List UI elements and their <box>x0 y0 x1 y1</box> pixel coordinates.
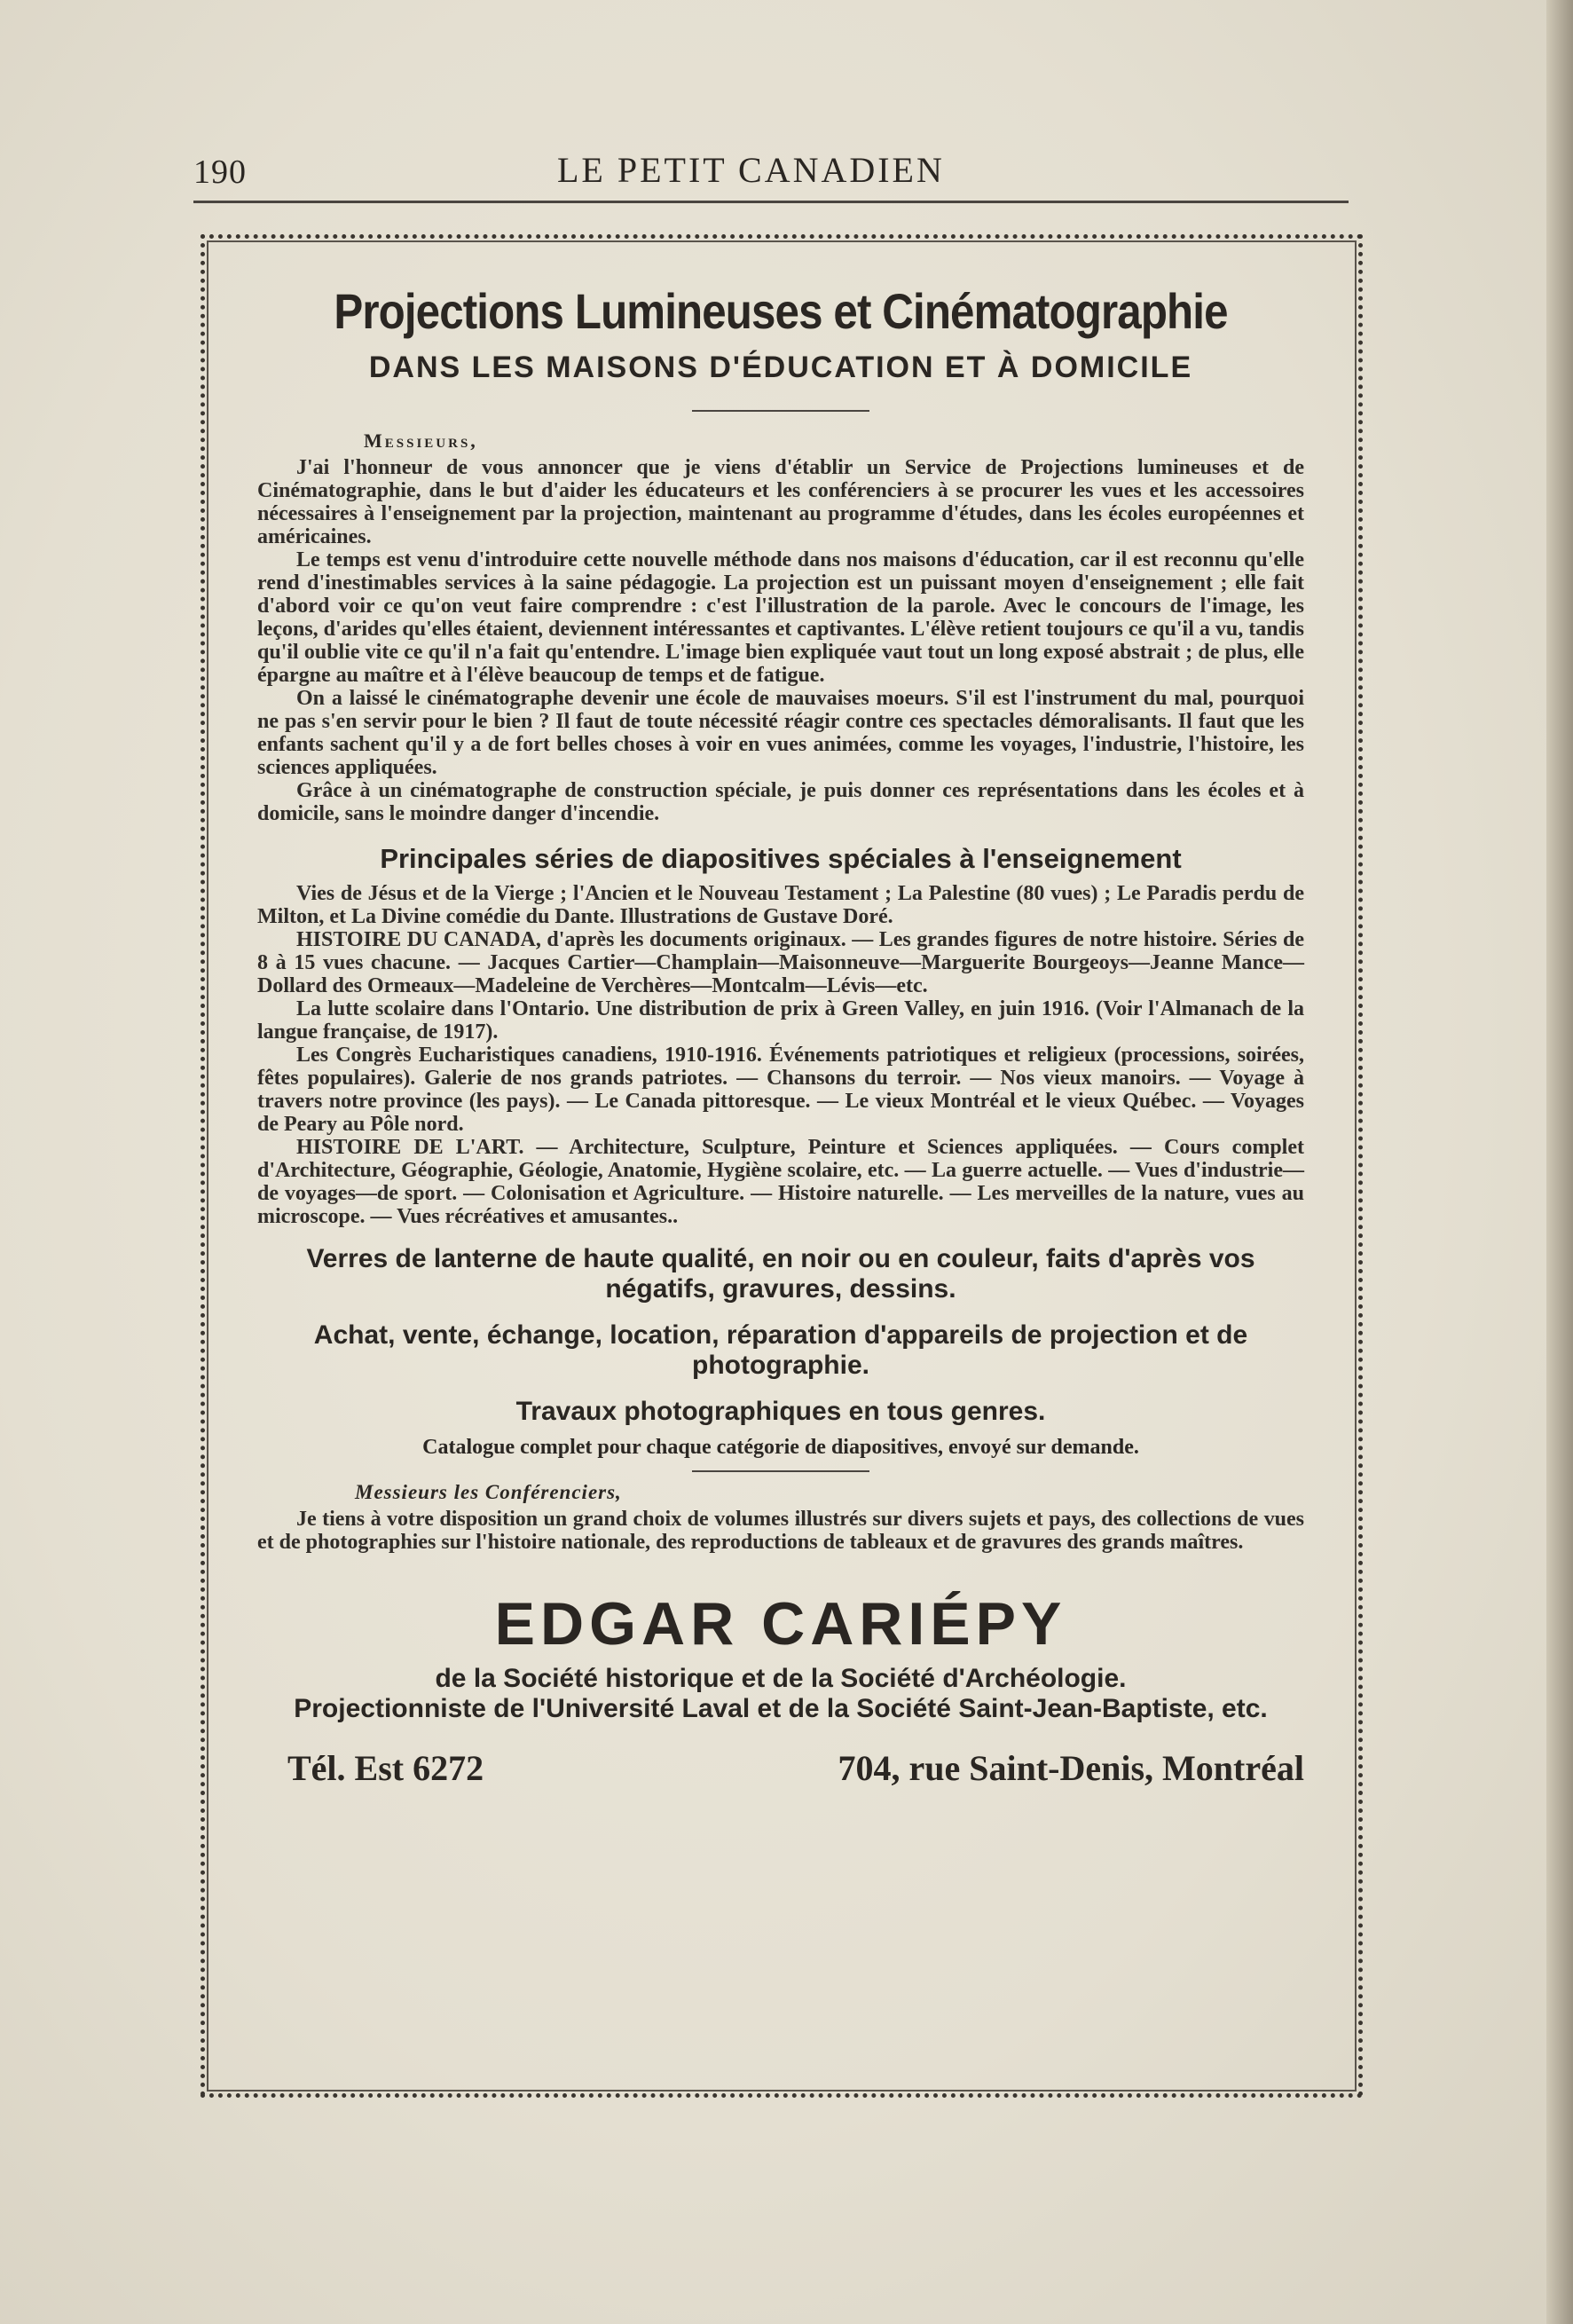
divider <box>692 1470 869 1472</box>
series-paragraph: HISTOIRE DE L'ART. — Architecture, Sculpture, Peinture et Sciences appliquées. — Cours complet d'Architecture, Géographie, Géologie, Anatomie, Hygiène scolaire, etc. — La guerre actuelle. — Vues d'industrie—de voyages—de sport. — Colonisation et Agriculture. — Histoire naturelle. — Les merveilles de la nature, vues au microscope. — Vues récréatives et amusantes.. <box>257 1136 1304 1228</box>
ad-title: Projections Lumineuses et Cinématographie <box>334 283 1228 339</box>
series-paragraph: Vies de Jésus et de la Vierge ; l'Ancien et le Nouveau Testament ; La Palestine (80 vues) ; Le Paradis perdu de Milton, et La Divine comédie du Dante. Illustrations de Gustave Doré. <box>257 882 1304 928</box>
page-number: 190 <box>193 154 247 191</box>
intro-paragraph: J'ai l'honneur de vous annoncer que je viens d'établir un Service de Projections lumineuses et de Cinématographie, dans le but d'aider les éducateurs et les conférenciers à se procurer les vues et les accessoires nécessaires à l'enseignement par la projection, maintenant au programme d'études, dans les écoles européennes et américaines. <box>257 456 1304 548</box>
offer-line: Achat, vente, échange, location, réparation d'appareils de projection et de photographie. <box>313 1320 1248 1380</box>
offer-line: Verres de lanterne de haute qualité, en noir ou en couleur, faits d'après vos négatifs, gravures, dessins. <box>306 1244 1255 1304</box>
intro-paragraph: Grâce à un cinématographe de construction spéciale, je puis donner ces représentations dans les écoles et à domicile, sans le moindre danger d'incendie. <box>257 779 1304 825</box>
affiliation: Projectionniste de l'Université Laval et de la Société Saint-Jean-Baptiste, etc. <box>294 1694 1268 1723</box>
running-title: LE PETIT CANADIEN <box>557 150 945 190</box>
divider <box>692 410 869 412</box>
contact-row <box>287 1747 1304 1789</box>
address: 704, rue Saint-Denis, Montréal <box>838 1748 1304 1788</box>
offer-line: Travaux photographiques en tous genres. <box>515 1397 1046 1426</box>
header-rule <box>193 201 1349 203</box>
series-paragraph: La lutte scolaire dans l'Ontario. Une distribution de prix à Green Valley, en juin 1916. (Voir l'Almanach de la langue française, de 1917). <box>257 997 1304 1044</box>
salutation: Messieurs, <box>364 429 478 452</box>
ad-subtitle: DANS LES MAISONS D'ÉDUCATION ET À DOMICILE <box>368 351 1193 384</box>
affiliation: de la Société historique et de la Société d'Archéologie. <box>435 1664 1127 1693</box>
series-heading: Principales séries de diapositives spéciales à l'enseignement <box>380 843 1182 874</box>
page-edge-shadow <box>1546 0 1573 2324</box>
advertiser-name: EDGAR CARIÉPY <box>494 1590 1067 1658</box>
lecturers-paragraph: Je tiens à votre disposition un grand choix de volumes illustrés sur divers sujets et pays, des collections de vues et de photographies sur l'histoire nationale, des reproductions de tableaux et de gravures des grands maîtres. <box>257 1508 1304 1554</box>
series-paragraph: HISTOIRE DU CANADA, d'après les documents originaux. — Les grandes figures de notre histoire. Séries de 8 à 15 vues chacune. — Jacques Cartier—Champlain—Maisonneuve—Marguerite Bourgeoys—Jeanne Mance—Dollard des Ormeaux—Madeleine de Verchères—Montcalm—Lévis—etc. <box>257 928 1304 997</box>
series-paragraph: Les Congrès Eucharistiques canadiens, 1910-1916. Événements patriotiques et religieux (processions, soirées, fêtes populaires). Galerie de nos grands patriotes. — Chansons du terroir. — Nos vieux manoirs. — Voyage à travers notre province (les pays). — Le Canada pittoresque. — Le vieux Montréal et le vieux Québec. — Voyages de Peary au Pôle nord. <box>257 1044 1304 1136</box>
advertisement <box>257 282 1304 1789</box>
phone-number: Tél. Est 6272 <box>287 1748 484 1788</box>
catalogue-note: Catalogue complet pour chaque catégorie de diapositives, envoyé sur demande. <box>422 1436 1139 1459</box>
intro-paragraph: On a laissé le cinématographe devenir une école de mauvaises moeurs. S'il est l'instrument du mal, pourquoi ne pas s'en servir pour le bien ? Il faut de toute nécessité réagir contre ces spectacles démoralisants. Il faut que les enfants sachent qu'il y a de fort belles choses à voir en vues animées, comme les voyages, l'industrie, l'histoire, les sciences appliquées. <box>257 687 1304 779</box>
intro-paragraph: Le temps est venu d'introduire cette nouvelle méthode dans nos maisons d'éducation, car il est reconnu qu'elle rend d'inestimables services à la saine pédagogie. La projection est un puissant moyen d'enseignement ; elle fait d'abord voir ce qu'on veut faire comprendre : c'est l'illustration de la parole. Avec le concours de l'image, les leçons, d'arides qu'elles étaient, deviennent intéressantes et captivantes. L'élève retient toujours ce qu'il a vu, tandis qu'il oublie vite ce qu'il n'a fait qu'entendre. L'image bien expliquée vaut tout un long exposé abstrait ; de plus, elle épargne au maître et à l'élève beaucoup de temps et de fatigue. <box>257 548 1304 687</box>
lecturers-heading: Messieurs les Conférenciers, <box>355 1481 622 1503</box>
